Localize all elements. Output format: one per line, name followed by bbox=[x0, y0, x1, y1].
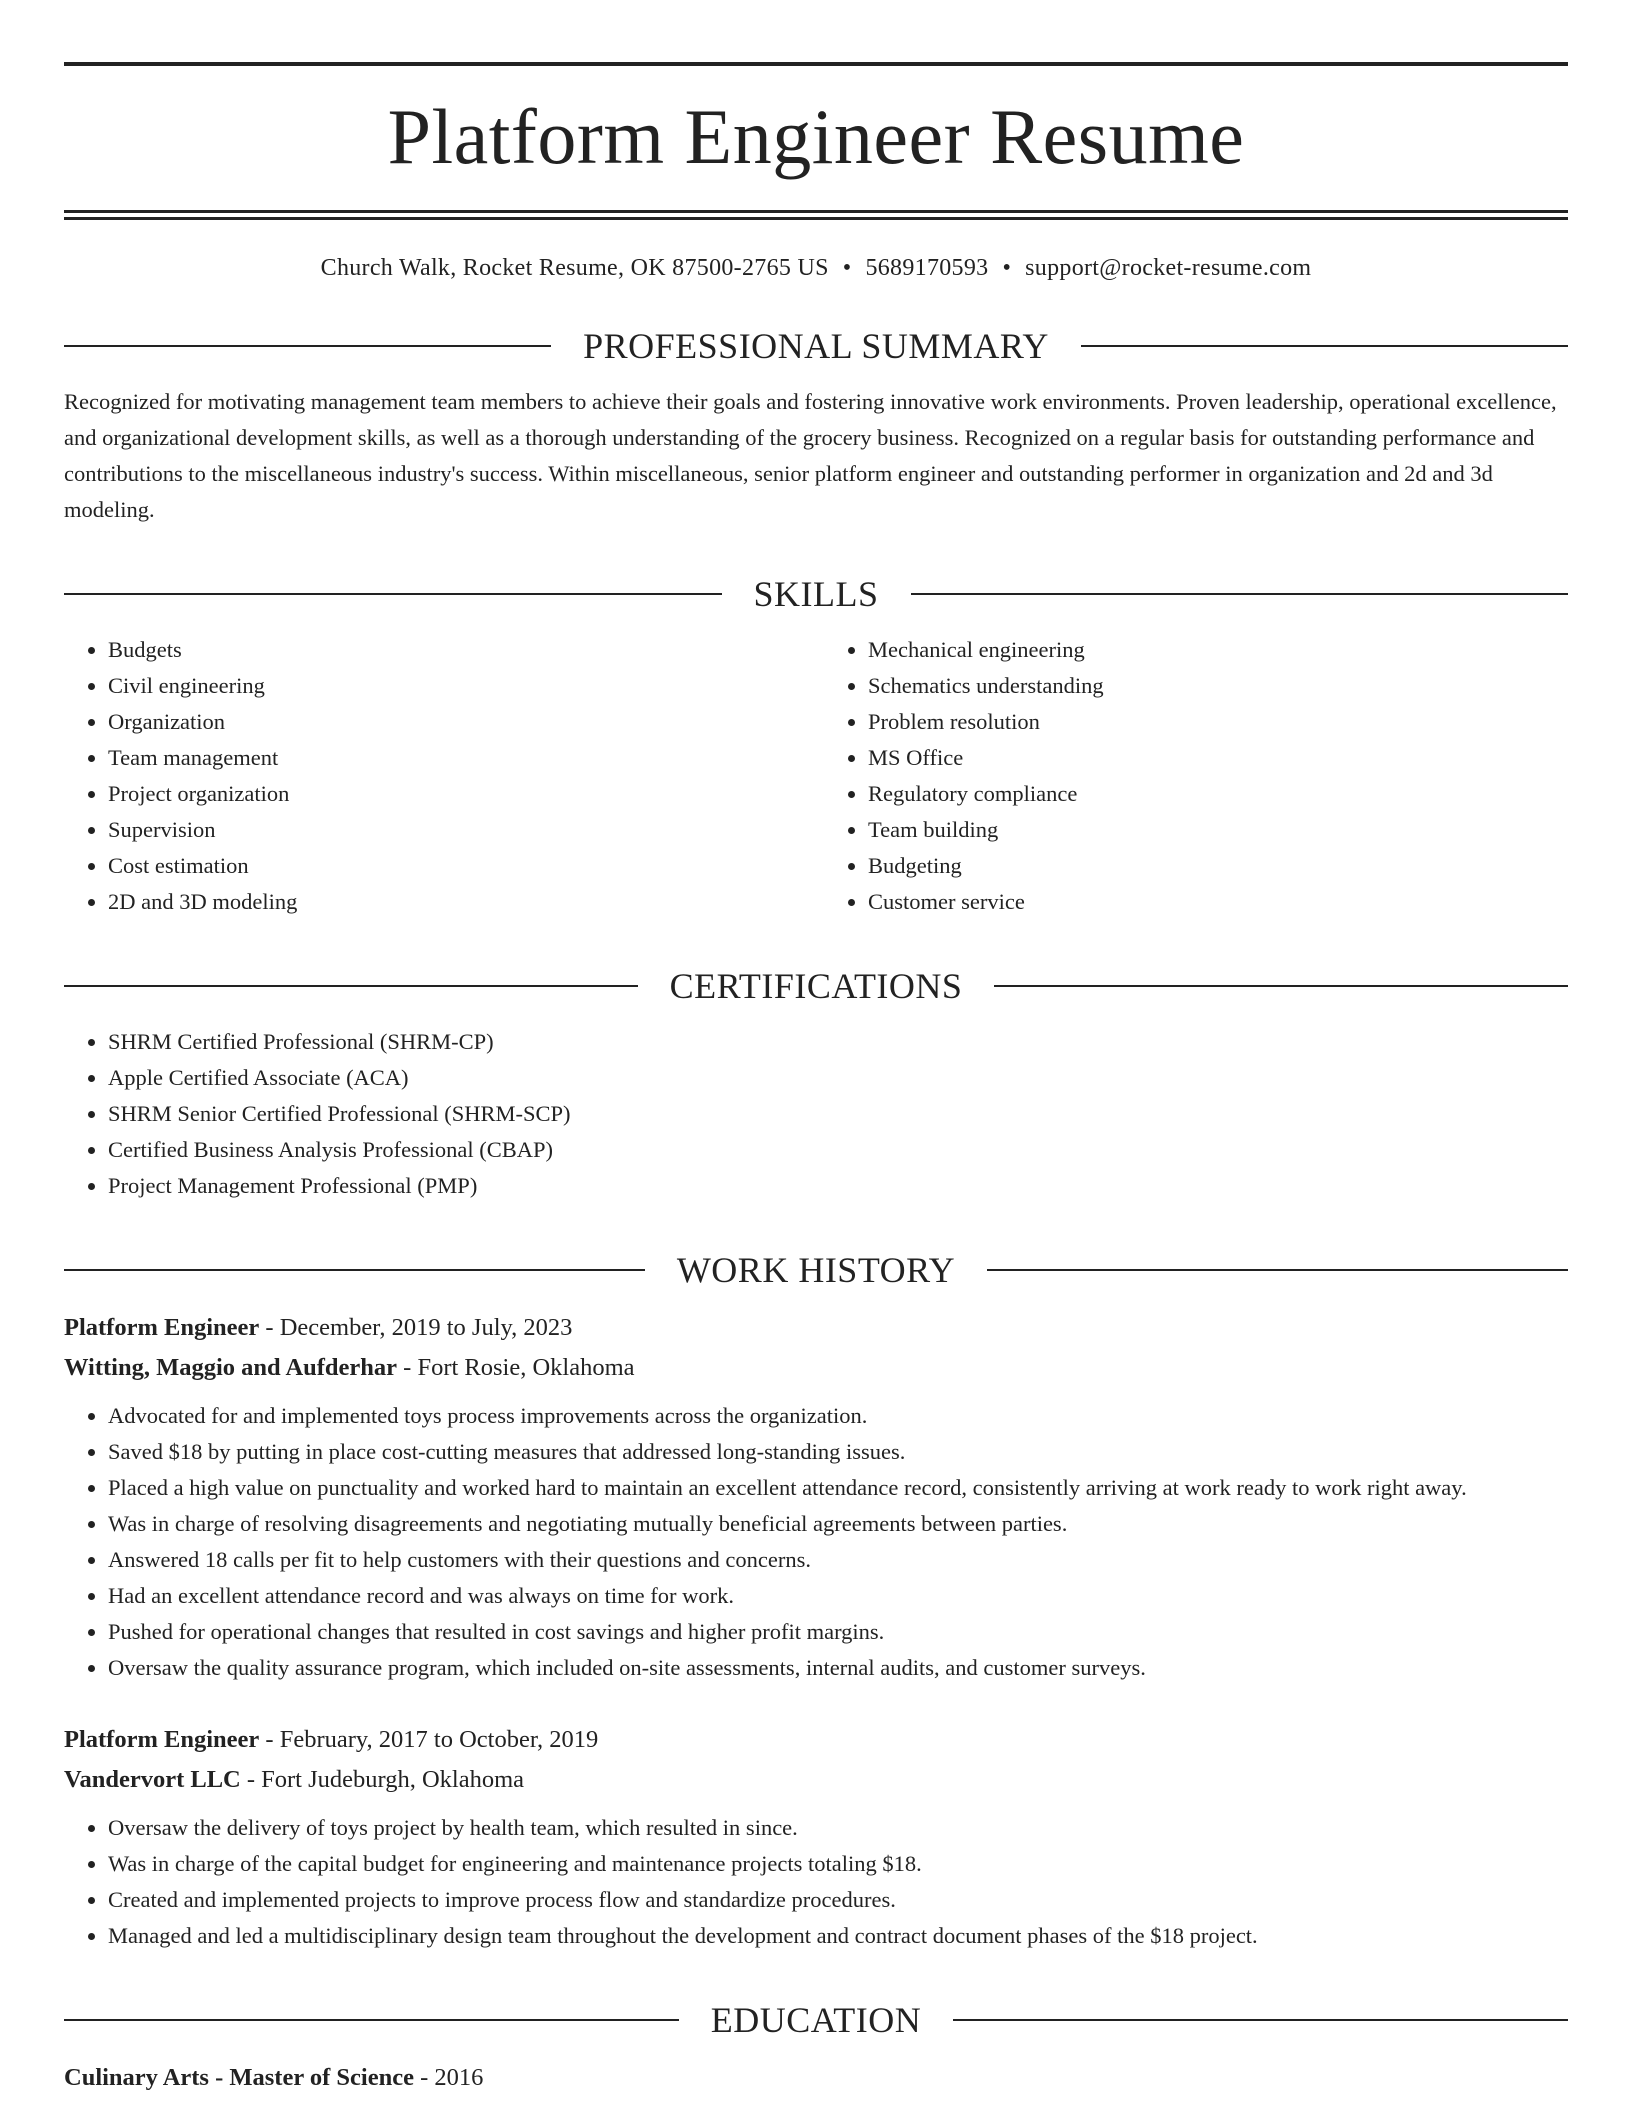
skills-list-left bbox=[64, 632, 808, 920]
section-title: CERTIFICATIONS bbox=[669, 966, 963, 1006]
skills-list-right bbox=[808, 632, 1568, 920]
job-bullet: • Managed and led a multidisciplinary design team throughout the development and contract document phases of the $18 project. bbox=[108, 1918, 1568, 1954]
contact-separator: • bbox=[1002, 255, 1012, 281]
skills-grid bbox=[64, 632, 1568, 920]
education-entry bbox=[64, 2058, 1568, 2098]
skill-item: • 2D and 3D modeling bbox=[108, 884, 808, 920]
divider-line bbox=[64, 985, 638, 987]
education-year: - 2016 bbox=[413, 2064, 484, 2091]
skill-item: • Supervision bbox=[108, 812, 808, 848]
job-bullets bbox=[64, 1398, 1568, 1686]
job-title: Platform Engineer bbox=[64, 1726, 260, 1753]
certification-item: • Project Management Professional (PMP) bbox=[108, 1168, 1568, 1204]
job-dates: - December, 2019 to July, 2023 bbox=[259, 1314, 573, 1341]
certification-item: • SHRM Certified Professional (SHRM-CP) bbox=[108, 1024, 1568, 1060]
certification-item: • Certified Business Analysis Professional (CBAP) bbox=[108, 1132, 1568, 1168]
job-entry bbox=[64, 1308, 1568, 1686]
divider-line bbox=[64, 1269, 645, 1271]
skill-item: • Team building bbox=[868, 812, 1568, 848]
section-heading-education bbox=[64, 2002, 1568, 2038]
job-bullet: • Oversaw the delivery of toys project by health team, which resulted in since. bbox=[108, 1810, 1568, 1846]
job-bullet: • Saved $18 by putting in place cost-cutting measures that addressed long-standing issues. bbox=[108, 1434, 1568, 1470]
contact-line bbox=[64, 256, 1568, 280]
section-title: EDUCATION bbox=[710, 2000, 922, 2040]
certification-item: • SHRM Senior Certified Professional (SHRM-SCP) bbox=[108, 1096, 1568, 1132]
job-location: - Fort Rosie, Oklahoma bbox=[397, 1354, 635, 1381]
skill-item: • Budgeting bbox=[868, 848, 1568, 884]
contact-address: Church Walk, Rocket Resume, OK 87500-2765 US bbox=[320, 255, 829, 281]
education-degree: Culinary Arts - Master of Science bbox=[64, 2064, 414, 2091]
top-rule bbox=[64, 62, 1568, 66]
contact-email: support@rocket-resume.com bbox=[1025, 255, 1312, 281]
job-bullets bbox=[64, 1810, 1568, 1954]
job-company: Witting, Maggio and Aufderhar bbox=[64, 1354, 398, 1381]
summary-text: Recognized for motivating management team members to achieve their goals and fostering innovative work environments. Proven leadership, operational excellence, and organizational development skills, as well as a thorough understanding of the grocery business. Recognized on a regular basis for outstanding performance and contributions to the miscellaneous industry's success. Within miscellaneous, senior platform engineer and outstanding performer in organization and 2d and 3d modeling. bbox=[64, 389, 1557, 522]
section-title: SKILLS bbox=[753, 574, 879, 614]
skill-item: • Schematics understanding bbox=[868, 668, 1568, 704]
section-heading-summary bbox=[64, 328, 1568, 364]
job-bullet: • Was in charge of the capital budget for engineering and maintenance projects totaling $18. bbox=[108, 1846, 1568, 1882]
job-dates: - February, 2017 to October, 2019 bbox=[259, 1726, 599, 1753]
job-title-line bbox=[64, 1308, 1568, 1348]
contact-phone: 5689170593 bbox=[865, 255, 989, 281]
job-bullet: • Created and implemented projects to improve process flow and standardize procedures. bbox=[108, 1882, 1568, 1918]
skill-item: • Organization bbox=[108, 704, 808, 740]
job-bullet: • Was in charge of resolving disagreements and negotiating mutually beneficial agreements between parties. bbox=[108, 1506, 1568, 1542]
job-bullet: • Oversaw the quality assurance program, which included on-site assessments, internal audits, and customer surveys. bbox=[108, 1650, 1568, 1686]
job-title: Platform Engineer bbox=[64, 1314, 260, 1341]
certifications-list bbox=[64, 1024, 1568, 1204]
divider-line bbox=[64, 345, 551, 347]
divider-line bbox=[64, 593, 722, 595]
section-heading-skills bbox=[64, 576, 1568, 612]
job-company-line bbox=[64, 1348, 1568, 1388]
skill-item: • Mechanical engineering bbox=[868, 632, 1568, 668]
job-bullet: • Advocated for and implemented toys process improvements across the organization. bbox=[108, 1398, 1568, 1434]
section-title: PROFESSIONAL SUMMARY bbox=[583, 326, 1049, 366]
job-bullet: • Answered 18 calls per fit to help customers with their questions and concerns. bbox=[108, 1542, 1568, 1578]
job-bullet: • Placed a high value on punctuality and worked hard to maintain an excellent attendance record, consistently arriving at work ready to work right away. bbox=[108, 1470, 1568, 1506]
job-company: Vandervort LLC bbox=[64, 1766, 241, 1793]
section-heading-work bbox=[64, 1252, 1568, 1288]
divider-line bbox=[911, 593, 1569, 595]
resume-title: Platform Engineer Resume bbox=[387, 93, 1245, 180]
skill-item: • Project organization bbox=[108, 776, 808, 812]
skill-item: • Team management bbox=[108, 740, 808, 776]
title-double-rule bbox=[64, 210, 1568, 220]
divider-line bbox=[953, 2019, 1568, 2021]
skill-item: • MS Office bbox=[868, 740, 1568, 776]
divider-line bbox=[1081, 345, 1568, 347]
skill-item: • Customer service bbox=[868, 884, 1568, 920]
job-entry bbox=[64, 1720, 1568, 1954]
skill-item: • Problem resolution bbox=[868, 704, 1568, 740]
section-title: WORK HISTORY bbox=[676, 1250, 956, 1290]
section-heading-certifications bbox=[64, 968, 1568, 1004]
skill-item: • Budgets bbox=[108, 632, 808, 668]
divider-line bbox=[64, 2019, 679, 2021]
job-title-line bbox=[64, 1720, 1568, 1760]
job-company-line bbox=[64, 1760, 1568, 1800]
skill-item: • Civil engineering bbox=[108, 668, 808, 704]
divider-line bbox=[994, 985, 1568, 987]
job-location: - Fort Judeburgh, Oklahoma bbox=[240, 1766, 525, 1793]
job-bullet: • Pushed for operational changes that resulted in cost savings and higher profit margins. bbox=[108, 1614, 1568, 1650]
skill-item: • Cost estimation bbox=[108, 848, 808, 884]
job-bullet: • Had an excellent attendance record and was always on time for work. bbox=[108, 1578, 1568, 1614]
skill-item: • Regulatory compliance bbox=[868, 776, 1568, 812]
contact-separator: • bbox=[842, 255, 852, 281]
certification-item: • Apple Certified Associate (ACA) bbox=[108, 1060, 1568, 1096]
divider-line bbox=[987, 1269, 1568, 1271]
